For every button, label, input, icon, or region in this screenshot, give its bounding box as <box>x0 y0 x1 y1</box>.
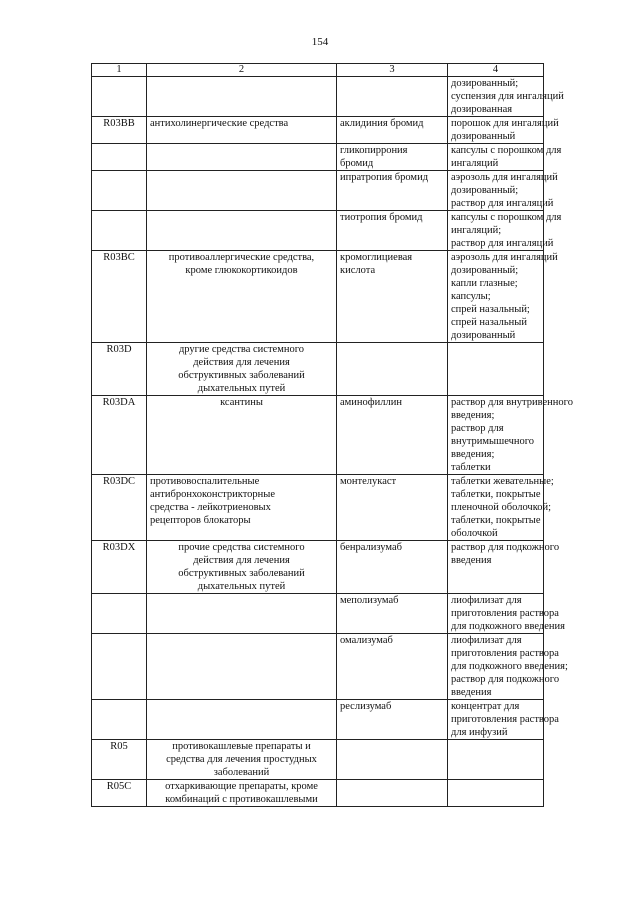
dosage-form-cell <box>448 117 559 144</box>
text-line: прочие средства системного <box>178 542 305 553</box>
text-line: дозированная <box>451 104 513 115</box>
text-line: таблетки, покрытые <box>451 515 541 526</box>
drug-name-cell <box>337 343 448 396</box>
table-header-row <box>92 64 544 77</box>
group-name-cell <box>147 343 337 396</box>
text-line: аминофиллин <box>340 397 402 408</box>
text-line: комбинаций с противокашлевыми <box>165 794 318 805</box>
atc-code-cell <box>92 211 147 251</box>
column-header-4: 4 <box>448 64 544 77</box>
column-header-2: 2 <box>147 64 337 77</box>
text-line: ксантины <box>220 397 263 408</box>
text-line: капсулы; <box>451 291 491 302</box>
atc-code-cell: R03DA <box>92 396 147 475</box>
text-line: кроме глюкокортикоидов <box>185 265 298 276</box>
table-row <box>92 211 544 251</box>
drug-name-cell <box>337 251 448 343</box>
text-line: раствор для ингаляций <box>451 238 554 249</box>
text-line: антибронхоконстрикторные <box>150 489 275 500</box>
text-line: меполизумаб <box>340 595 399 606</box>
text-line: раствор для подкожного <box>451 542 560 553</box>
column-header-3: 3 <box>337 64 448 77</box>
text-line: тиотропия бромид <box>340 212 423 223</box>
text-line: противоаллергические средства, <box>168 252 315 263</box>
dosage-form-cell <box>448 594 565 634</box>
text-line: приготовления раствора <box>451 648 559 659</box>
table-row <box>92 144 544 171</box>
text-line: суспензия для ингаляций <box>451 91 564 102</box>
text-line: ипратропия бромид <box>340 172 429 183</box>
group-name-cell <box>147 117 337 144</box>
group-name-cell <box>147 211 337 251</box>
drug-name-cell <box>337 594 448 634</box>
text-line: введения; <box>451 449 495 460</box>
text-line: действия для лечения <box>193 555 290 566</box>
text-line: для подкожного введения <box>451 621 565 632</box>
table-row <box>92 634 544 700</box>
page-number: 154 <box>311 36 329 48</box>
drug-name-cell <box>337 396 448 475</box>
text-line: бенрализумаб <box>340 542 402 553</box>
text-line: обструктивных заболеваний <box>178 370 305 381</box>
group-name-cell <box>147 251 337 343</box>
table-body <box>92 77 573 807</box>
drug-name-cell <box>337 475 448 541</box>
text-line: кислота <box>340 265 376 276</box>
text-line: аэрозоль для ингаляций <box>451 172 558 183</box>
atc-code-cell <box>92 594 147 634</box>
group-name-cell <box>147 144 337 171</box>
text-line: введения; <box>451 410 495 421</box>
column-header-1: 1 <box>92 64 147 77</box>
text-line: лиофилизат для <box>451 635 522 646</box>
text-line: дыхательных путей <box>197 581 286 592</box>
atc-code-cell <box>92 634 147 700</box>
dosage-form-cell <box>448 251 558 343</box>
text-line: заболеваний <box>213 767 270 778</box>
text-line: обструктивных заболеваний <box>178 568 305 579</box>
table-row <box>92 343 544 396</box>
text-line: капли глазные; <box>451 278 518 289</box>
text-line: дозированный; <box>451 78 519 89</box>
text-line: действия для лечения <box>193 357 290 368</box>
text-line: раствор для ингаляций <box>451 198 554 209</box>
drug-table <box>91 63 573 807</box>
atc-code-cell: R03D <box>92 343 147 396</box>
drug-name-cell <box>337 211 448 251</box>
text-line: антихолинергические средства <box>150 118 289 129</box>
group-name-cell <box>147 475 337 541</box>
dosage-form-cell <box>448 740 544 780</box>
text-line: пленочной оболочкой; <box>451 502 552 513</box>
text-line: дозированный <box>451 131 516 142</box>
text-line: бромид <box>340 158 374 169</box>
group-name-cell <box>147 171 337 211</box>
drug-name-cell <box>337 634 448 700</box>
drug-name-cell <box>337 541 448 594</box>
group-name-cell <box>147 396 337 475</box>
text-line: раствор для <box>451 423 504 434</box>
table-row <box>92 700 544 740</box>
atc-code-cell: R05C <box>92 780 147 807</box>
dosage-form-cell <box>448 77 564 117</box>
table-row <box>92 780 544 807</box>
text-line: противовоспалительные <box>150 476 260 487</box>
group-name-cell <box>147 541 337 594</box>
drug-name-cell <box>337 144 448 171</box>
drug-name-cell <box>337 700 448 740</box>
drug-name-cell <box>337 740 448 780</box>
text-line: средства для лечения простудных <box>166 754 317 765</box>
atc-code-cell <box>92 144 147 171</box>
atc-code-cell: R03DX <box>92 541 147 594</box>
dosage-form-cell <box>448 780 544 807</box>
dosage-form-cell <box>448 343 544 396</box>
atc-code-cell: R05 <box>92 740 147 780</box>
atc-code-cell <box>92 700 147 740</box>
text-line: порошок для ингаляций <box>451 118 559 129</box>
dosage-form-cell <box>448 171 558 211</box>
table-row <box>92 251 544 343</box>
text-line: раствор для подкожного <box>451 674 560 685</box>
atc-code-cell <box>92 77 147 117</box>
dosage-form-cell <box>448 396 573 475</box>
text-line: для подкожного введения; <box>451 661 568 672</box>
table-row <box>92 475 544 541</box>
group-name-cell <box>147 700 337 740</box>
dosage-form-cell <box>448 475 554 541</box>
text-line: таблетки, покрытые <box>451 489 541 500</box>
text-line: дозированный; <box>451 265 519 276</box>
text-line: внутримышечного <box>451 436 535 447</box>
dosage-form-cell <box>448 541 560 594</box>
text-line: ингаляций; <box>451 225 502 236</box>
text-line: рецепторов блокаторы <box>150 515 251 526</box>
group-name-cell <box>147 780 337 807</box>
drug-name-cell <box>337 171 448 211</box>
drug-name-cell <box>337 77 448 117</box>
group-name-cell <box>147 740 337 780</box>
table-row <box>92 594 544 634</box>
text-line: реслизумаб <box>340 701 392 712</box>
text-line: другие средства системного <box>178 344 305 355</box>
text-line: спрей назальный <box>451 317 527 328</box>
atc-code-cell: R03BB <box>92 117 147 144</box>
text-line: лиофилизат для <box>451 595 522 606</box>
dosage-form-cell <box>448 700 559 740</box>
text-line: отхаркивающие препараты, кроме <box>165 781 318 792</box>
atc-code-cell: R03BC <box>92 251 147 343</box>
text-line: дыхательных путей <box>197 383 286 394</box>
group-name-cell <box>147 77 337 117</box>
text-line: капсулы с порошком для <box>451 212 562 223</box>
text-line: приготовления раствора <box>451 714 559 725</box>
text-line: гликопиррония <box>340 145 408 156</box>
text-line: кромоглициевая <box>340 252 413 263</box>
table-row <box>92 740 544 780</box>
text-line: раствор для внутривенного <box>451 397 573 408</box>
dosage-form-cell <box>448 211 562 251</box>
atc-code-cell: R03DC <box>92 475 147 541</box>
text-line: омализумаб <box>340 635 393 646</box>
table-row <box>92 77 544 117</box>
drug-name-cell <box>337 117 448 144</box>
atc-code-cell <box>92 171 147 211</box>
table-row <box>92 541 544 594</box>
table-row <box>92 171 544 211</box>
text-line: средства - лейкотриеновых <box>150 502 271 513</box>
text-line: для инфузий <box>451 727 508 738</box>
text-line: капсулы с порошком для <box>451 145 562 156</box>
text-line: таблетки жевательные; <box>451 476 554 487</box>
table-row <box>92 396 544 475</box>
dosage-form-cell <box>448 634 568 700</box>
text-line: введения <box>451 687 492 698</box>
text-line: дозированный; <box>451 185 519 196</box>
dosage-form-cell <box>448 144 562 171</box>
text-line: таблетки <box>451 462 491 473</box>
drug-name-cell <box>337 780 448 807</box>
text-line: аэрозоль для ингаляций <box>451 252 558 263</box>
table-row <box>92 117 544 144</box>
text-line: приготовления раствора <box>451 608 559 619</box>
group-name-cell <box>147 594 337 634</box>
text-line: спрей назальный; <box>451 304 530 315</box>
text-line: концентрат для <box>451 701 520 712</box>
group-name-cell <box>147 634 337 700</box>
text-line: ингаляций <box>451 158 499 169</box>
text-line: монтелукаст <box>340 476 397 487</box>
text-line: дозированный <box>451 330 516 341</box>
text-line: аклидиния бромид <box>340 118 424 129</box>
text-line: оболочкой <box>451 528 498 539</box>
text-line: введения <box>451 555 492 566</box>
text-line: противокашлевые препараты и <box>172 741 311 752</box>
